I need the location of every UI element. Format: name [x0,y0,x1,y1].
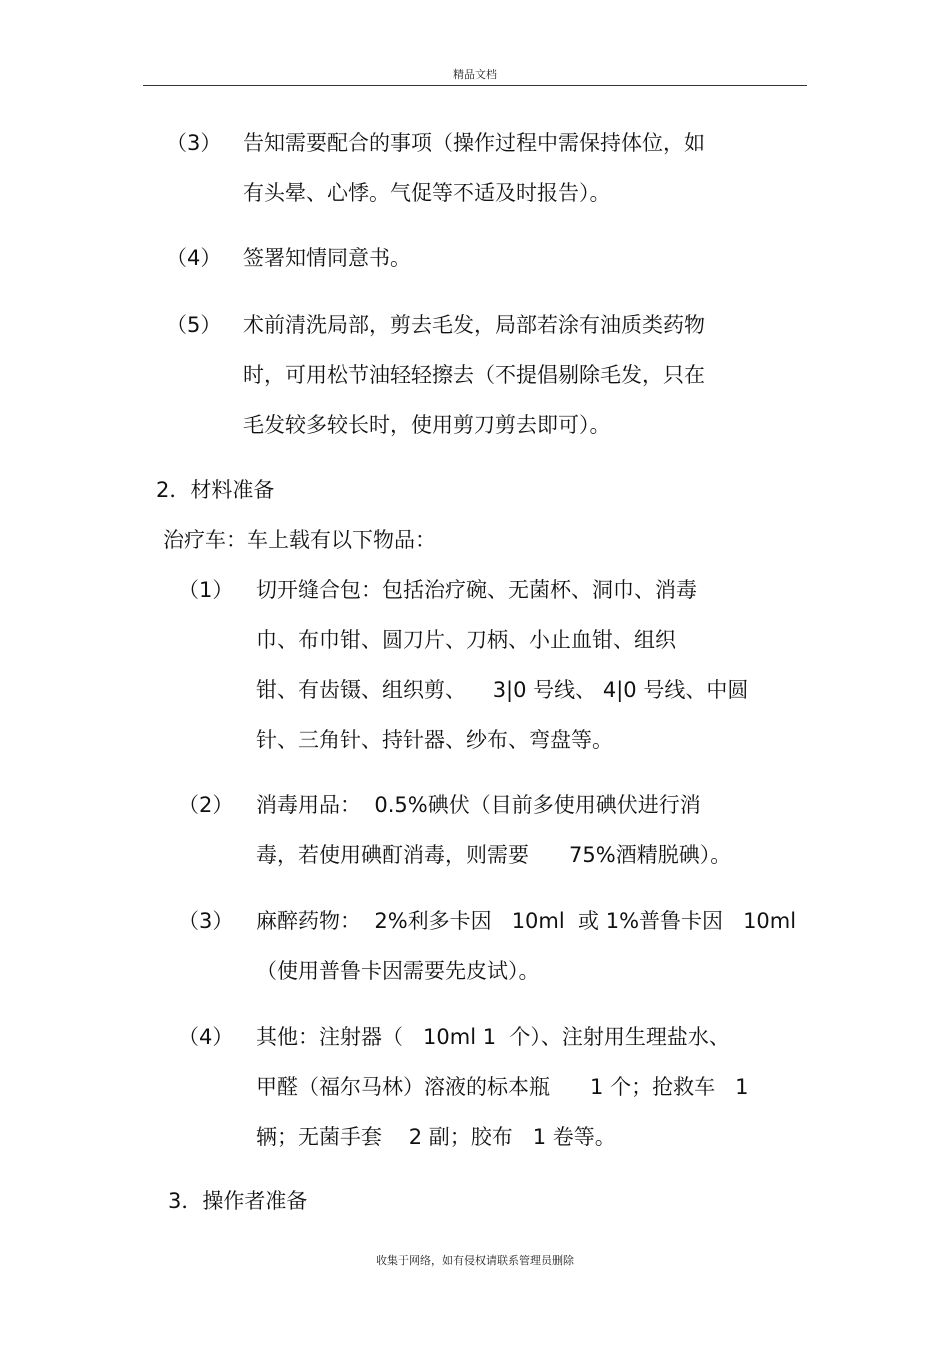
material-4-line-1: 其他：注射器（ 10ml 1 个）、注射用生理盐水、 [256,1025,730,1049]
section-2-heading: 2．材料准备 [156,478,275,502]
material-1-number: （1） [178,578,234,602]
material-3-line-1: 麻醉药物： 2%利多卡因 10ml 或 1%普鲁卡因 10ml [256,909,797,933]
page-header: 精品文档 [453,68,497,81]
material-2-number: （2） [178,793,234,817]
item-3-line-2: 有头晕、心悸。气促等不适及时报告）。 [243,181,611,205]
item-4-number: （4） [166,246,222,270]
page-footer: 收集于网络，如有侵权请联系管理员删除 [376,1254,574,1267]
section-2-intro: 治疗车：车上载有以下物品： [163,528,436,552]
item-3-line-1: 告知需要配合的事项（操作过程中需保持体位，如 [243,131,705,155]
material-1-line-4: 针、三角针、持针器、纱布、弯盘等。 [256,728,613,752]
item-5-line-2: 时，可用松节油轻轻擦去（不提倡剔除毛发，只在 [243,363,705,387]
item-5-line-1: 术前清洗局部，剪去毛发，局部若涂有油质类药物 [243,313,705,337]
section-3-heading: 3．操作者准备 [168,1189,308,1213]
item-3-number: （3） [166,131,222,155]
material-1-line-1: 切开缝合包：包括治疗碗、无菌杯、洞巾、消毒 [256,578,697,602]
material-4-line-3: 辆；无菌手套 2 副；胶布 1 卷等。 [256,1125,616,1149]
material-1-line-3: 钳、有齿镊、组织剪、 3|0 号线、 4|0 号线、中圆 [256,678,749,702]
header-divider [143,85,807,86]
material-3-number: （3） [178,909,234,933]
item-5-number: （5） [166,313,222,337]
material-4-number: （4） [178,1025,234,1049]
material-1-line-2: 巾、布巾钳、圆刀片、刀柄、小止血钳、组织 [256,628,676,652]
material-3-line-2: （使用普鲁卡因需要先皮试）。 [256,959,540,983]
item-5-line-3: 毛发较多较长时，使用剪刀剪去即可）。 [243,413,611,437]
item-4-line-1: 签署知情同意书。 [243,246,411,270]
material-4-line-2: 甲醛（福尔马林）溶液的标本瓶 1 个；抢救车 1 [256,1075,749,1099]
material-2-line-1: 消毒用品： 0.5%碘伏（目前多使用碘伏进行消 [256,793,701,817]
material-2-line-2: 毒，若使用碘酊消毒，则需要 75%酒精脱碘）。 [256,843,732,867]
